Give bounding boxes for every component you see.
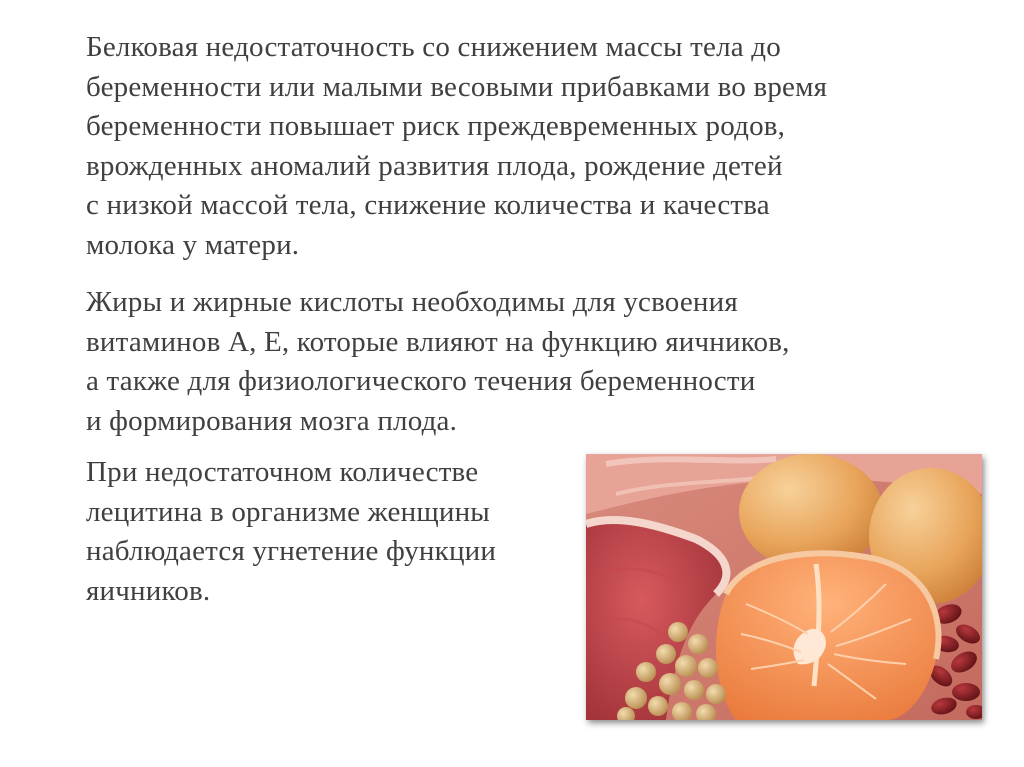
paragraph-protein-deficiency [86, 28, 827, 265]
text-line: лецитина в организме женщины [86, 495, 490, 528]
text-line: беременности повышает риск преждевременных родов, [86, 110, 786, 142]
text-line: Белковая недостаточность со снижением массы тела до [86, 31, 781, 63]
text-line: Жиры и жирные кислоты необходимы для усвоения [86, 286, 738, 318]
text-line: врожденных аномалий развития плода, рождение детей [86, 149, 783, 182]
text-line: При недостаточном количестве [86, 456, 479, 488]
text-line: беременности или малыми весовыми прибавками во время [86, 70, 828, 103]
text-line: молока у матери. [86, 228, 300, 261]
paragraph-lecithin [86, 453, 496, 611]
text-line: а также для физиологического течения беременности [86, 365, 756, 397]
text-line: с низкой массой тела, снижение количества и качества [86, 189, 770, 221]
text-line: витаминов А, Е, которые влияют на функцию яичников, [86, 325, 790, 358]
text-line: яичников. [86, 574, 211, 607]
text-line: и формирования мозга плода. [86, 404, 458, 437]
food-photo-icon [586, 454, 982, 720]
food-photo [586, 454, 982, 720]
text-line: наблюдается угнетение функции [86, 535, 497, 567]
paragraph-fats [86, 283, 790, 441]
